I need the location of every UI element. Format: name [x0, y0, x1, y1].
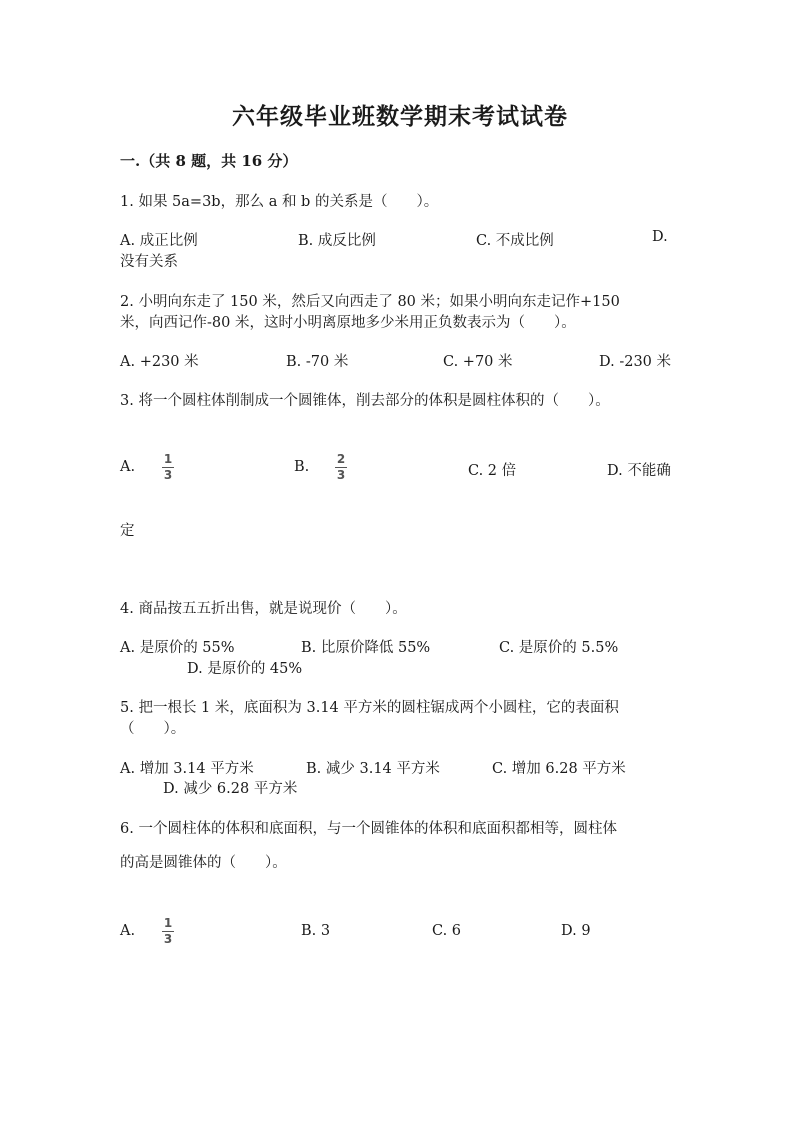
q6-option-a-fraction	[160, 917, 176, 946]
q3-option-c: C. 2 倍	[468, 463, 517, 479]
q2-option-a: A. +230 米	[120, 354, 199, 370]
question-5-stem-line-1: 5. 把一根长 1 米，底面积为 3.14 平方米的圆柱锯成两个小圆柱，它的表面积	[120, 700, 619, 716]
q3-option-b: B.	[294, 459, 310, 475]
q4-option-c: C. 是原价的 5.5%	[499, 640, 619, 656]
q5-option-d: D. 减少 6.28 平方米	[163, 781, 298, 797]
question-1-stem: 1. 如果 5a=3b，那么 a 和 b 的关系是（ ）。	[120, 194, 439, 210]
question-6-stem-line-1: 6. 一个圆柱体的体积和底面积，与一个圆锥体的体积和底面积都相等，圆柱体	[120, 821, 617, 837]
question-5-stem-line-2: （ ）。	[120, 721, 186, 737]
q1-option-d: D.	[652, 229, 668, 245]
q6-option-a: A.	[120, 923, 136, 939]
fraction-numerator: 2	[336, 452, 346, 466]
q4-option-b: B. 比原价降低 55%	[301, 640, 431, 656]
q3-option-d-wrap: 定	[120, 523, 135, 539]
q6-option-d: D. 9	[561, 923, 591, 939]
q3-option-b-fraction	[333, 453, 349, 482]
q1-option-a: A. 成正比例	[120, 233, 198, 249]
question-6-stem-line-2: 的高是圆锥体的（ ）。	[120, 855, 287, 871]
question-4-stem: 4. 商品按五五折出售，就是说现价（ ）。	[120, 601, 407, 617]
q6-option-b: B. 3	[301, 923, 331, 939]
question-2-stem-line-2: 米，向西记作-80 米，这时小明离原地多少米用正负数表示为（ ）。	[120, 315, 576, 331]
question-2-stem-line-1: 2. 小明向东走了 150 米，然后又向西走了 80 米；如果小明向东走记作+150	[120, 294, 620, 310]
q5-option-c: C. 增加 6.28 平方米	[492, 761, 626, 777]
q2-option-b: B. -70 米	[286, 354, 349, 370]
q4-option-d: D. 是原价的 45%	[187, 661, 303, 677]
q1-option-d-text: 没有关系	[120, 254, 178, 270]
q6-option-c: C. 6	[432, 923, 462, 939]
q5-option-b: B. 减少 3.14 平方米	[306, 761, 440, 777]
fraction-denominator: 3	[163, 468, 173, 482]
q1-option-c: C. 不成比例	[476, 233, 554, 249]
question-3-stem: 3. 将一个圆柱体削制成一个圆锥体，削去部分的体积是圆柱体积的（ ）。	[120, 393, 610, 409]
page-title: 六年级毕业班数学期末考试试卷	[232, 103, 568, 130]
section-heading: 一.（共 8 题，共 16 分）	[120, 152, 298, 170]
q2-option-d: D. -230 米	[599, 354, 672, 370]
q5-option-a: A. 增加 3.14 平方米	[120, 761, 254, 777]
q4-option-a: A. 是原价的 55%	[120, 640, 235, 656]
q1-option-b: B. 成反比例	[298, 233, 376, 249]
fraction-numerator: 1	[163, 916, 173, 930]
q3-option-a-fraction	[160, 453, 176, 482]
q3-option-a: A.	[120, 459, 136, 475]
q3-option-d: D. 不能确	[607, 463, 671, 479]
q2-option-c: C. +70 米	[443, 354, 513, 370]
fraction-numerator: 1	[163, 452, 173, 466]
fraction-denominator: 3	[163, 932, 173, 946]
fraction-denominator: 3	[336, 468, 346, 482]
